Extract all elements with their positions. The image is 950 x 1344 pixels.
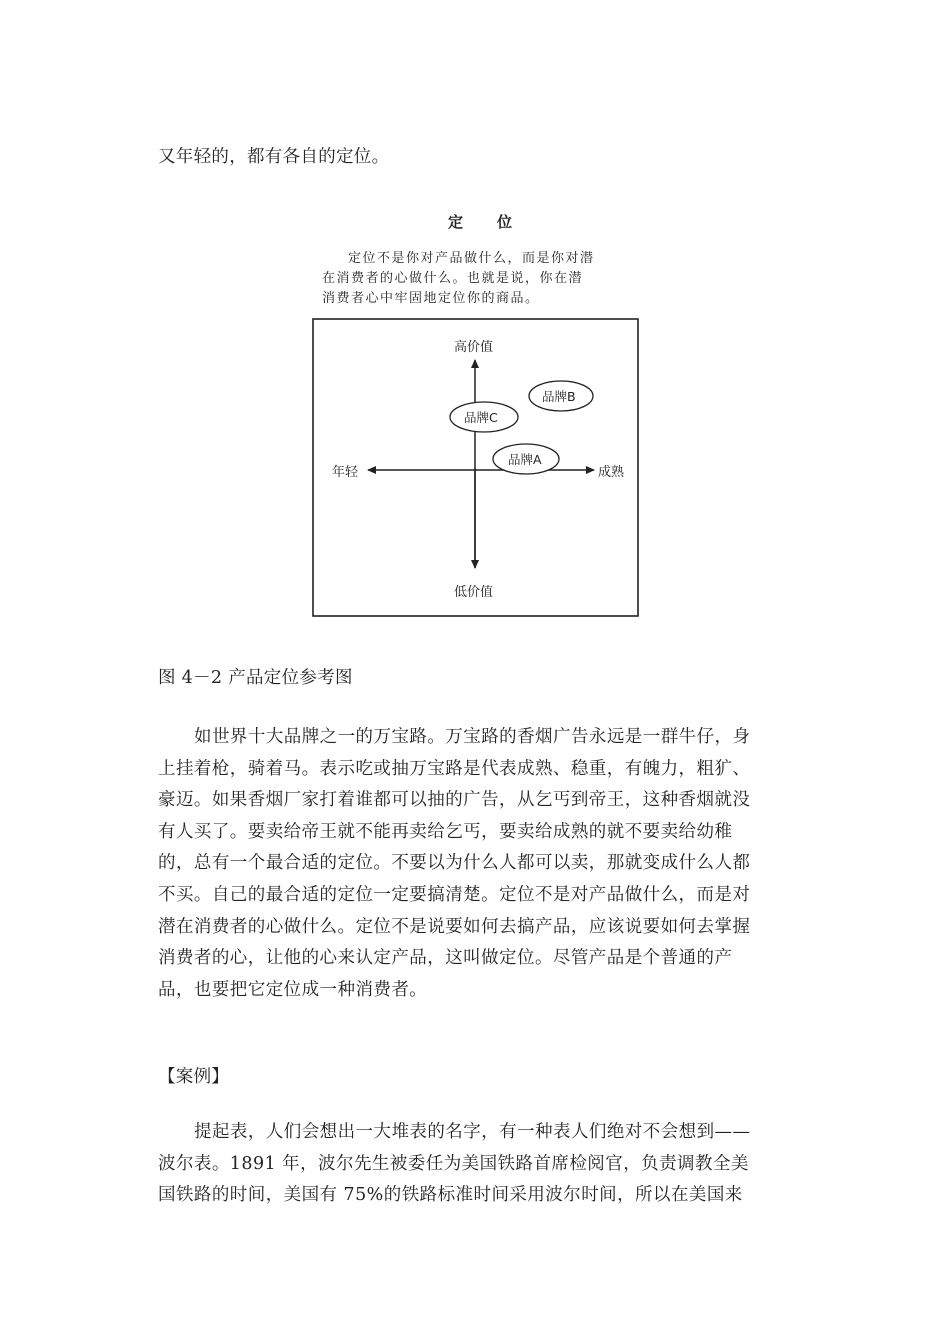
brand-c-label: 品牌C [464,410,498,425]
paragraph-line: 提起表，人们会想出一大堆表的名字，有一种表人们绝对不会想到—— [194,1122,751,1142]
paragraph-line: 豪迈。如果香烟厂家打着谁都可以抽的广告，从乞丐到帝王，这种香烟就没 [158,790,751,811]
paragraph-line: 如世界十大品牌之一的万宝路。万宝路的香烟广告永远是一群牛仔，身 [194,727,751,747]
definition-line: 定位不是你对产品做什么，而是你对潜 [348,251,595,266]
paragraph-line: 国铁路的时间，美国有 75%的铁路标准时间采用波尔时间，所以在美国来 [158,1185,743,1206]
brand-b-label: 品牌B [542,389,576,404]
paragraph-ball-watch [158,1117,798,1212]
paragraph-line: 品，也要把它定位成一种消费者。 [158,979,428,1000]
brand-a-label: 品牌A [508,452,542,467]
figure-title: 定位 [447,213,546,231]
paragraph-line: 不买。自己的最合适的定位一定要搞清楚。定位不是对产品做什么，而是对 [158,884,751,905]
paragraph-line: 的，总有一个最合适的定位。不要以为什么人都可以卖，那就变成什么人都 [158,853,751,874]
axis-label-young: 年轻 [332,465,359,480]
axis-label-mature: 成熟 [598,465,625,480]
axis-label-low-value: 低价值 [454,585,494,600]
paragraph-marlboro [158,722,798,1006]
paragraph-line: 波尔表。1891 年，波尔先生被委任为美国铁路首席检阅官，负责调教全美 [158,1153,749,1174]
positioning-map [312,318,640,618]
figure-definition [322,249,642,309]
paragraph-line: 消费者的心，让他的心来认定产品，这叫做定位。尽管产品是个普通的产 [158,948,733,969]
figure-caption: 图 4－2 产品定位参考图 [158,668,353,688]
definition-line: 在消费者的心做什么。也就是说，你在潜 [322,271,584,286]
paragraph-line: 潜在消费者的心做什么。定位不是说要如何去搞产品，应该说要如何去掌握 [158,916,751,937]
positioning-figure [300,205,660,625]
case-heading: 【案例】 [158,1067,230,1087]
definition-line: 消费者心中牢固地定位你的商品。 [322,291,540,306]
paragraph-line: 有人买了。要卖给帝王就不能再卖给乞丐，要卖给成熟的就不要卖给幼稚 [158,821,733,842]
top-text-line: 又年轻的，都有各自的定位。 [158,147,390,167]
axis-label-high-value: 高价值 [454,340,494,355]
paragraph-line: 上挂着枪，骑着马。表示吃或抽万宝路是代表成熟、稳重，有魄力，粗犷、 [158,758,751,779]
